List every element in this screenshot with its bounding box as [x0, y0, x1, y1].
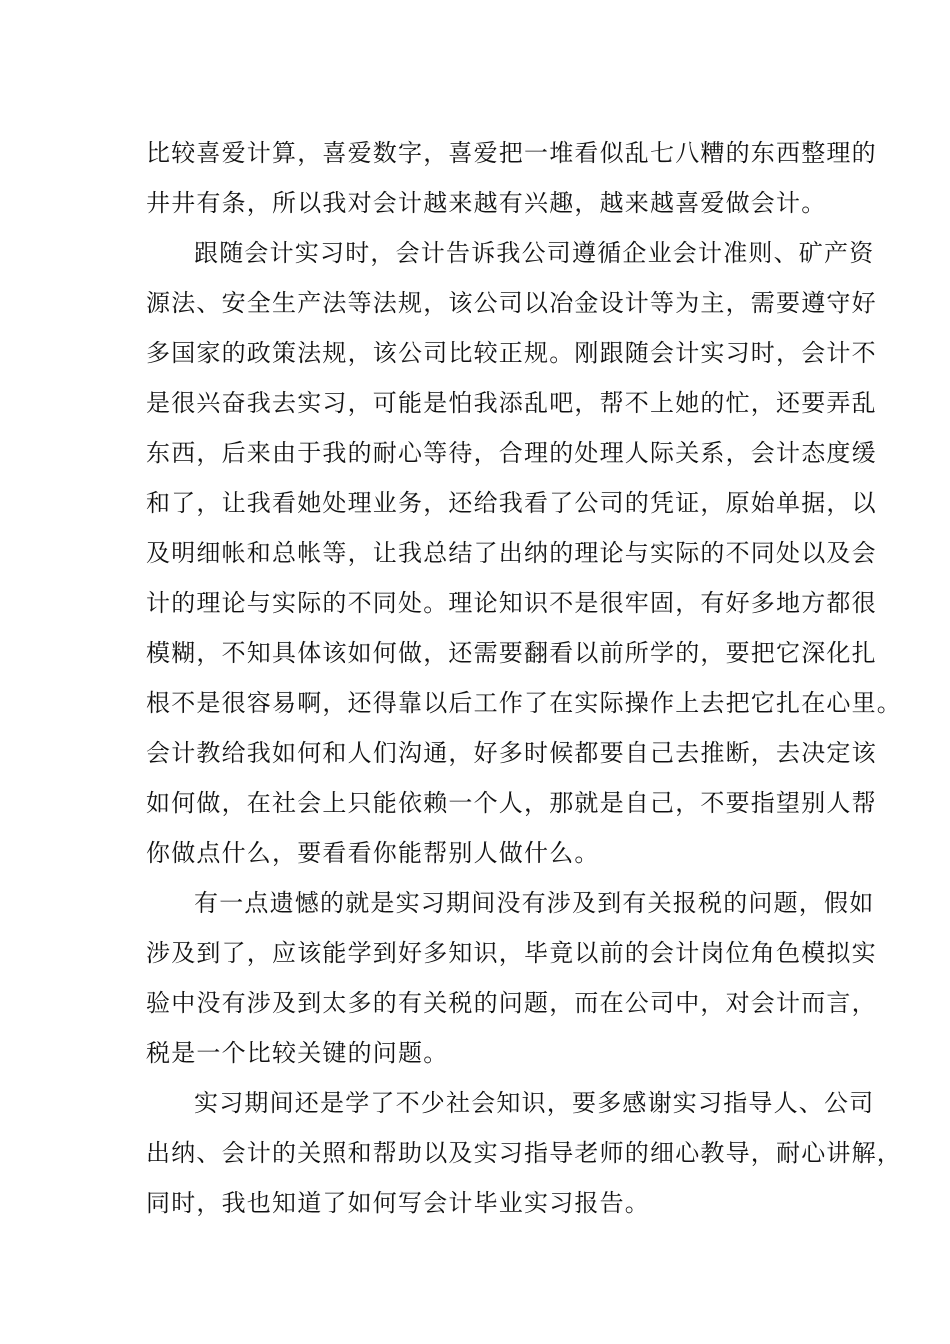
text-line: 实习期间还是学了不少社会知识，要多感谢实习指导人、公司: [194, 1089, 875, 1117]
text-line: 你做点什么，要看看你能帮别人做什么。: [146, 839, 600, 867]
text-line: 同时，我也知道了如何写会计毕业实习报告。: [146, 1189, 650, 1217]
text-line: 出纳、会计的关照和帮助以及实习指导老师的细心教导，耐心讲解，: [146, 1139, 902, 1167]
text-line: 税是一个比较关键的问题。: [146, 1039, 449, 1067]
text-line: 多国家的政策法规，该公司比较正规。刚跟随会计实习时，会计不: [146, 339, 877, 367]
text-line: 源法、安全生产法等法规，该公司以冶金设计等为主，需要遵守好: [146, 289, 877, 317]
text-line: 比较喜爱计算，喜爱数字，喜爱把一堆看似乱七八糟的东西整理的: [146, 139, 877, 167]
text-line: 验中没有涉及到太多的有关税的问题，而在公司中，对会计而言，: [146, 989, 877, 1017]
text-line: 和了，让我看她处理业务，还给我看了公司的凭证，原始单据，以: [146, 489, 877, 517]
text-line: 有一点遗憾的就是实习期间没有涉及到有关报税的问题，假如: [194, 889, 875, 917]
text-line: 根不是很容易啊，还得靠以后工作了在实际操作上去把它扎在心里。: [146, 689, 902, 717]
text-line: 跟随会计实习时，会计告诉我公司遵循企业会计准则、矿产资: [194, 239, 875, 267]
text-line: 涉及到了，应该能学到好多知识，毕竟以前的会计岗位角色模拟实: [146, 939, 877, 967]
text-line: 东西，后来由于我的耐心等待，合理的处理人际关系，会计态度缓: [146, 439, 877, 467]
text-line: 如何做，在社会上只能依赖一个人，那就是自己，不要指望别人帮: [146, 789, 877, 817]
text-line: 计的理论与实际的不同处。理论知识不是很牢固，有好多地方都很: [146, 589, 877, 617]
text-line: 是很兴奋我去实习，可能是怕我添乱吧，帮不上她的忙，还要弄乱: [146, 389, 877, 417]
text-line: 会计教给我如何和人们沟通，好多时候都要自己去推断，去决定该: [146, 739, 877, 767]
text-line: 井井有条，所以我对会计越来越有兴趣，越来越喜爱做会计。: [146, 189, 827, 217]
text-line: 模糊，不知具体该如何做，还需要翻看以前所学的，要把它深化扎: [146, 639, 877, 667]
text-line: 及明细帐和总帐等，让我总结了出纳的理论与实际的不同处以及会: [146, 539, 877, 567]
